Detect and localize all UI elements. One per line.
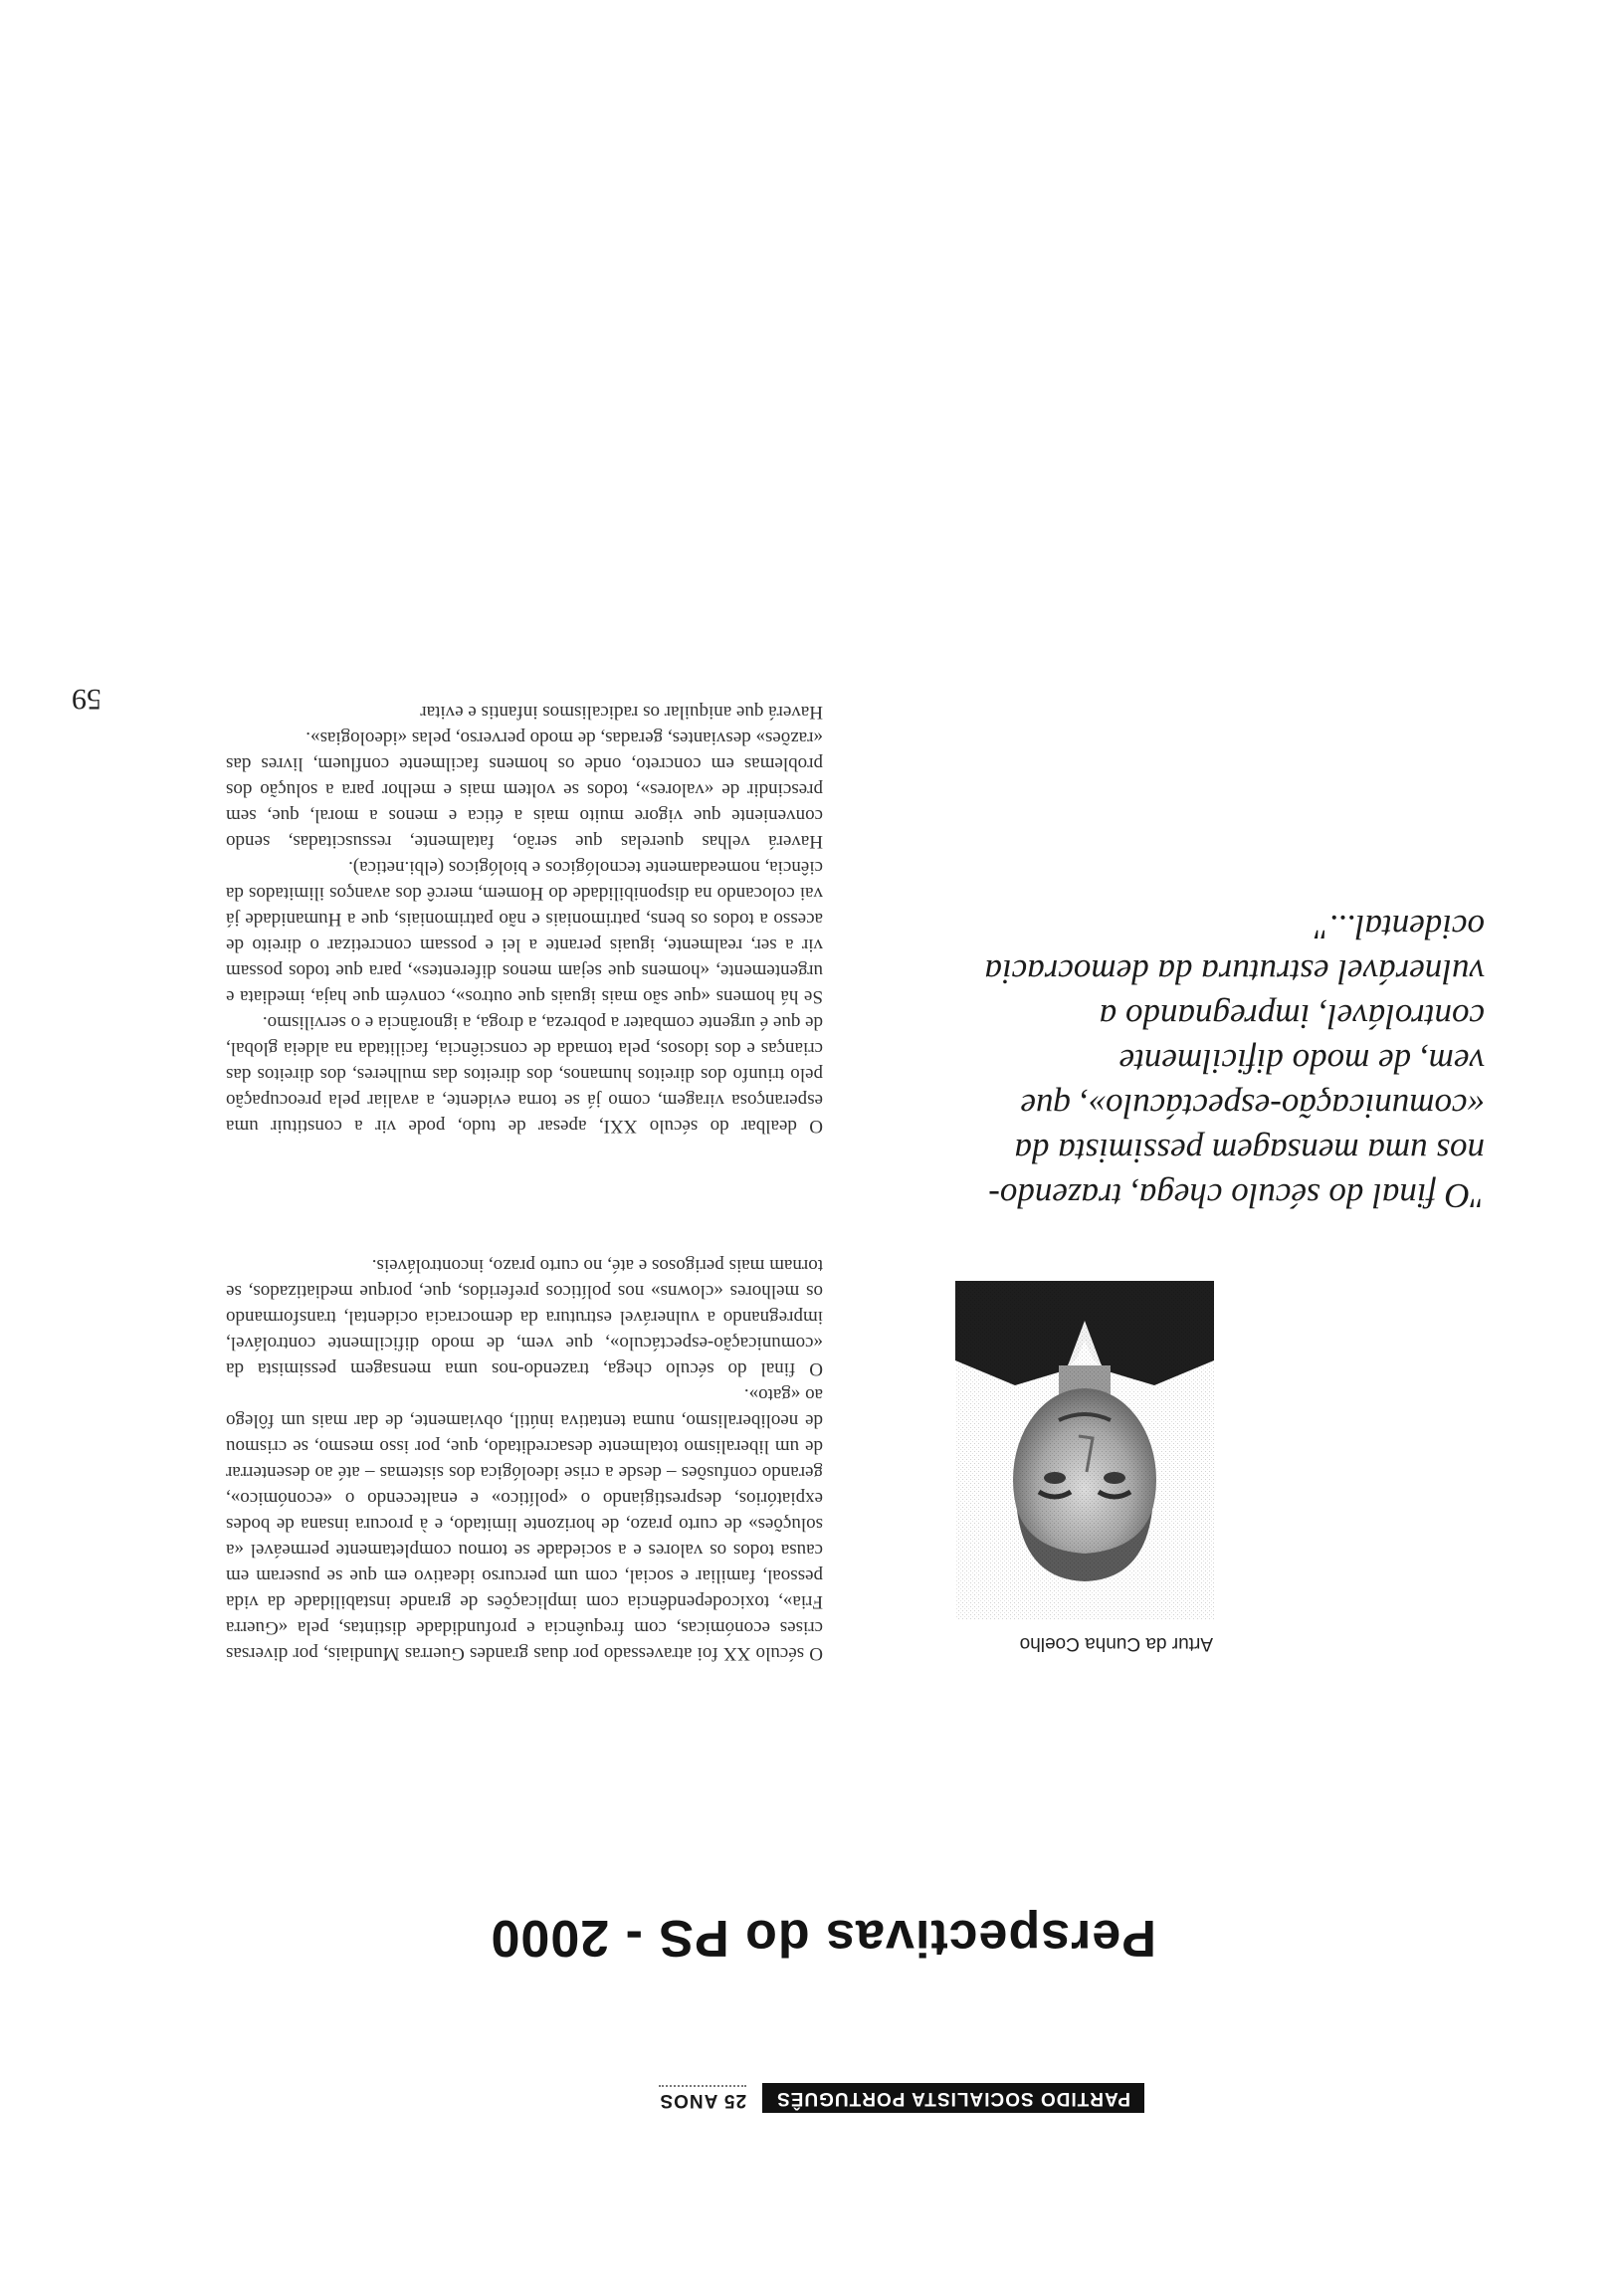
author-photo [955, 1281, 1214, 1619]
article-column-2 [226, 699, 823, 1139]
anniversary-label: 25 ANOS [659, 2085, 746, 2111]
article-paragraph: O dealbar do século XXI, apesar de tudo, pode vir a constituir uma esperançosa viragem, como já se torna evidente, a avaliar pela preocupação pelo triunfo dos direitos humanos, dos direitos das mulheres, dos direitos das crianças e dos idosos, pela tomada de consciência, facilitada na aldeia global, de que é urgente combater a pobreza, a droga, a ignorância e o servilismo. [226, 1012, 823, 1137]
article-paragraph: Se há homens «que são mais iguais que outros», convém que haja, imediata e urgentemente, «homens que sejam menos diferentes», para que todos possam vir a ser, realmente, iguais perante a lei e possam concretizar o direito de acesso a todos os bens, patrimoniais e não patrimoniais, que a Humanidade já vai colocando na disponibilidade do Homem, mercê dos avanços ilimitados da ciência, nomeadamente tecnológicos e biológicos (elbi.netica). [226, 857, 823, 1007]
author-portrait-image [955, 1281, 1214, 1619]
party-name-label: PARTIDO SOCIALISTA PORTUGUÊS [762, 2083, 1144, 2113]
article-paragraph: O século XX foi atravessado por duas grandes Guerras Mundiais, por diversas crises económicas, com frequência e profundidade distintas, pela «Guerra Fria», toxicodependência com implicações de grande instabilidade da vida pessoal, familiar e social, com um percurso ideativo em que se puseram em causa todos os valores e a sociedade se tornou completamente permeável «a soluções» de curto prazo, de horizonte limitado, e à procura insana de bodes expiatórios, desprestigiando o «político» e enaltecendo o «económico», gerando confusões – desde a crise ideológica dos sistemas – até ao desenterrar de um liberalismo totalmente desacreditado, que, por isso mesmo, se crismou de neoliberalismo, numa tentativa inútil, obviamente, de dar mais um fôlego ao «gato». [226, 1384, 823, 1664]
pull-quote: "O final do século chega, trazendo-nos uma mensagem pessimista da «comunicação-espectáculo», que vem, de modo dificilmente controlável, impregnando a vulnerável estrutura da democracia ocidental..." [984, 908, 1485, 1215]
photo-caption: Artur da Cunha Coelho [1019, 1633, 1213, 1654]
article-paragraph: O final do século chega, trazendo-nos uma mensagem pessimista da «comunicação-espectáculo», que vem, de modo dificilmente controlável, impregnando a vulnerável estrutura da democracia ocidental, transformando os melhores «clowns» nos políticos preferidos, que, porque mediatizados, se tornam mais perigosos e até, no curto prazo, incontroláveis. [226, 1255, 823, 1379]
article-paragraph: Haverá velhas querelas que serão, fatalmente, ressuscitadas, sendo conveniente que vigore muito mais a ética e menos a moral, que, sem prescindir de «valores», todos se voltem mais e melhor para a solução dos problemas em concreto, onde os homens facilmente confluem, livres das «razões» desviantes, geradas, de modo perverso, pelas «ideologias». [226, 728, 823, 852]
page-number: 59 [72, 683, 102, 716]
header-band [659, 2083, 1144, 2113]
article-column-1 [226, 1252, 823, 1666]
page-title: Perspectivas do PS - 2000 [490, 1909, 1156, 1967]
article-paragraph: Haverá que aniquilar os radicalismos infantis e evitar [420, 702, 823, 723]
